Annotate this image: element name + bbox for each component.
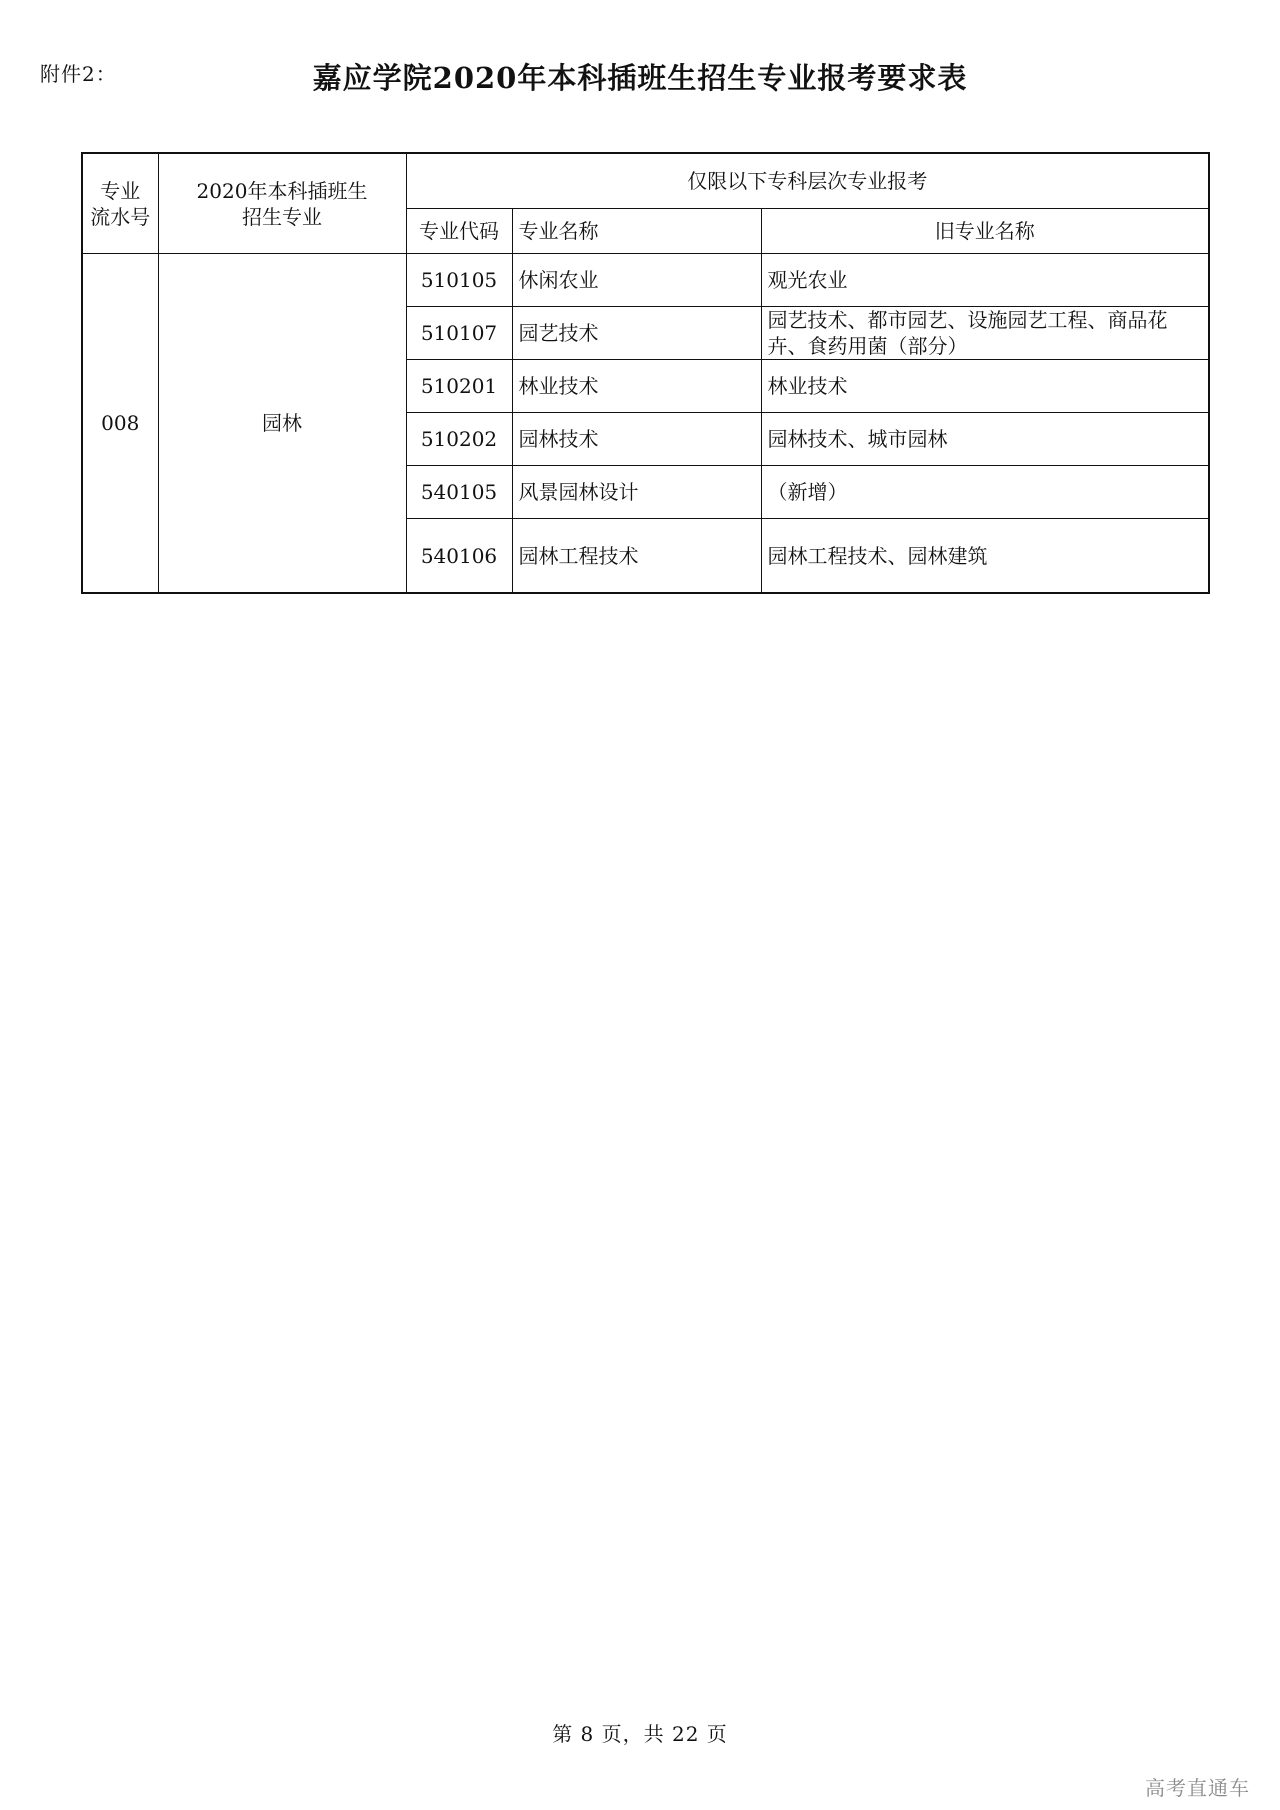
header-major-line1: 2020年本科插班生 [196,178,368,203]
old-name-line1: 园林技术、城市园林 [767,427,948,451]
header-code: 专业代码 [406,209,512,254]
code-cell: 510201 [406,360,512,413]
table-header-row [82,153,1209,209]
old-name-line1: 园艺技术、都市园艺、设施园艺工程、商品花 [767,308,1168,332]
old-name-line1: 林业技术 [767,374,848,398]
name-cell: 林业技术 [512,360,761,413]
old-name-line1: （新增） [767,480,848,504]
page-title: 嘉应学院2020年本科插班生招生专业报考要求表 [312,61,968,95]
code-cell: 510105 [406,254,512,307]
header-serial-line1: 专业 [100,178,141,203]
page-footer: 第 8 页，共 22 页 [552,1722,728,1746]
code-cell: 510107 [406,307,512,360]
code-cell: 510202 [406,413,512,466]
requirements-table [81,152,1210,594]
old-name-cell [761,466,1209,519]
attachment-label: 附件2： [40,62,117,86]
old-name-line1: 观光农业 [767,268,848,292]
name-cell: 风景园林设计 [512,466,761,519]
header-serial [82,153,158,254]
old-name-cell [761,519,1209,594]
old-name-line1: 园林工程技术、园林建筑 [767,543,988,568]
old-name-cell [761,360,1209,413]
code-cell: 540106 [406,519,512,594]
code-cell: 540105 [406,466,512,519]
old-name-cell [761,254,1209,307]
header-old-name: 旧专业名称 [761,209,1209,254]
old-name-cell [761,307,1209,360]
header-major [158,153,406,254]
name-cell: 休闲农业 [512,254,761,307]
name-cell: 园林工程技术 [512,519,761,594]
serial-cell: 008 [82,254,158,594]
header-group: 仅限以下专科层次专业报考 [406,153,1209,209]
header-name: 专业名称 [512,209,761,254]
name-cell: 园林技术 [512,413,761,466]
watermark: 高考直通车 [1145,1776,1250,1800]
name-cell: 园艺技术 [512,307,761,360]
header-serial-line2: 流水号 [90,204,151,229]
old-name-cell [761,413,1209,466]
header-major-line2: 招生专业 [242,204,322,229]
table-row [82,254,1209,307]
old-name-line2: 卉、食药用菌（部分） [767,334,968,358]
major-cell: 园林 [158,254,406,594]
